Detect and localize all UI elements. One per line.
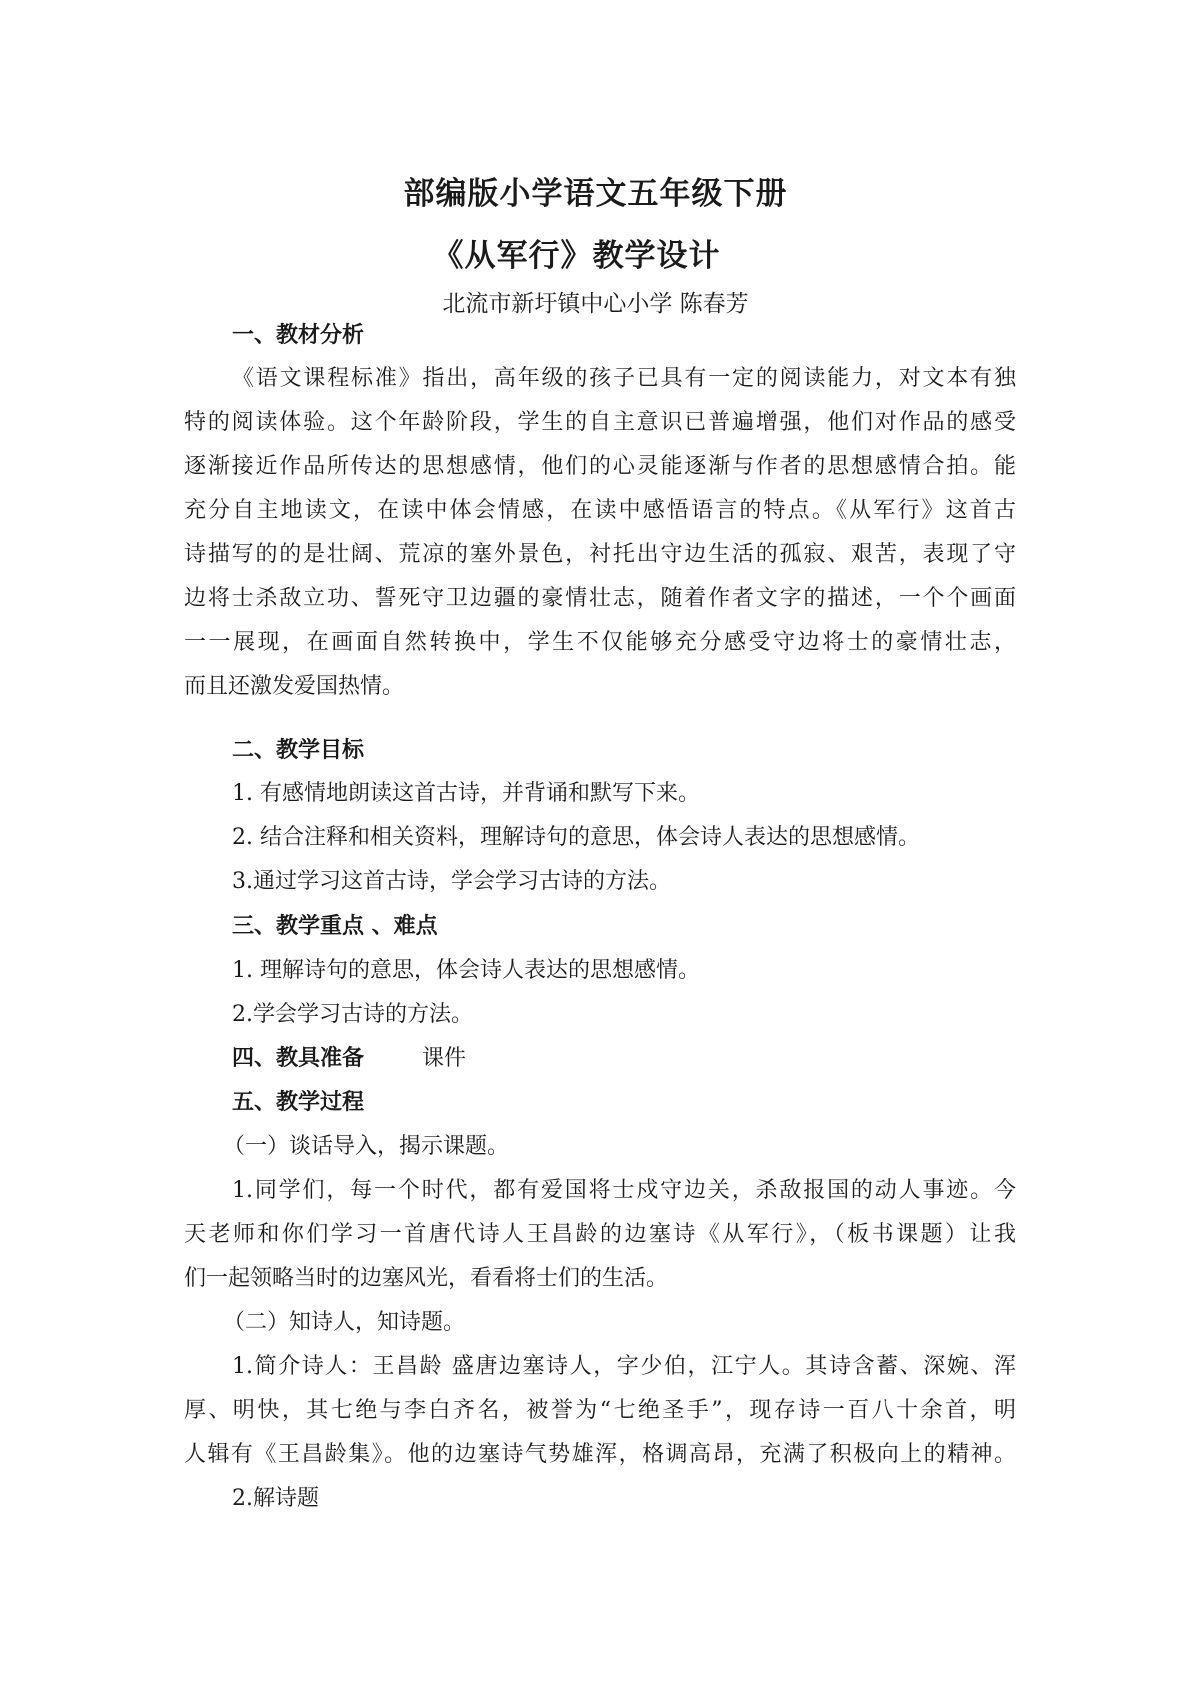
tools-value: 课件 — [422, 1046, 467, 1071]
section-heading-tools — [232, 1041, 466, 1072]
paragraph-line: 逐渐接近作品所传达的思想感情，他们的心灵能逐渐与作者的思想感情合拍。能 — [184, 454, 1016, 479]
paragraph-line: 《语文课程标准》指出，高年级的孩子已具有一定的阅读能力，对文本有独 — [232, 366, 1016, 391]
paragraph-line: 边将士杀敌立功、誓死守卫边疆的豪情壮志，随着作者文字的描述，一个个画面 — [184, 586, 1016, 611]
paragraph-line: 充分自主地读文，在读中体会情感，在读中感悟语言的特点。《从军行》这首古 — [184, 498, 1016, 523]
paragraph-line: 们一起领略当时的边塞风光，看看将士们的生活。 — [184, 1266, 669, 1291]
paragraph-line: 诗描写的的是壮阔、荒凉的塞外景色，衬托出守边生活的孤寂、艰苦，表现了守 — [184, 542, 1016, 567]
section-heading-process: 五、教学过程 — [232, 1090, 365, 1115]
author-line: 北流市新圩镇中心小学 陈春芳 — [442, 291, 749, 317]
subsection-heading: （二）知诗人，知诗题。 — [223, 1310, 466, 1335]
key-point-item: 1. 理解诗句的意思，体会诗人表达的思想感情。 — [232, 958, 700, 983]
paragraph-line: 特的阅读体验。这个年龄阶段，学生的自主意识已普遍增强，他们对作品的感受 — [184, 410, 1016, 435]
section-heading-objectives: 二、教学目标 — [232, 738, 365, 763]
key-point-item: 2.学会学习古诗的方法。 — [232, 1002, 473, 1027]
subsection-heading: （一）谈话导入，揭示课题。 — [223, 1134, 510, 1159]
paragraph-line: 人辑有《王昌龄集》。他的边塞诗气势雄浑，格调高昂，充满了积极向上的精神。 — [184, 1442, 1016, 1467]
section-heading-key-points: 三、教学重点 、难点 — [232, 914, 438, 939]
paragraph-line: 1.同学们，每一个时代，都有爱国将士戍守边关，杀敌报国的动人事迹。今 — [232, 1178, 1016, 1203]
paragraph-line: 2.解诗题 — [232, 1486, 319, 1511]
objective-item: 2. 结合注释和相关资料，理解诗句的意思，体会诗人表达的思想感情。 — [232, 825, 920, 850]
section-heading-tools-label: 四、教具准备 — [232, 1046, 365, 1071]
paragraph-line: 厚、明快，其七绝与李白齐名，被誉为“七绝圣手”，现存诗一百八十余首，明 — [184, 1398, 1016, 1423]
paragraph-line: 天老师和你们学习一首唐代诗人王昌龄的边塞诗《从军行》，（板书课题）让我 — [184, 1222, 1016, 1247]
paragraph-line: 一一展现，在画面自然转换中，学生不仅能够充分感受守边将士的豪情壮志， — [184, 630, 1016, 655]
paragraph-line: 而且还激发爱国热情。 — [184, 674, 405, 699]
section-heading-materials: 一、教材分析 — [232, 323, 365, 348]
objective-item: 3.通过学习这首古诗，学会学习古诗的方法。 — [232, 869, 671, 894]
document-title-line2: 《从军行》教学设计 — [432, 238, 721, 274]
paragraph-line: 1.简介诗人：王昌龄 盛唐边塞诗人，字少伯，江宁人。其诗含蓄、深婉、浑 — [232, 1354, 1016, 1379]
objective-item: 1. 有感情地朗读这首古诗，并背诵和默写下来。 — [232, 781, 700, 806]
document-title-line1: 部编版小学语文五年级下册 — [403, 176, 788, 212]
